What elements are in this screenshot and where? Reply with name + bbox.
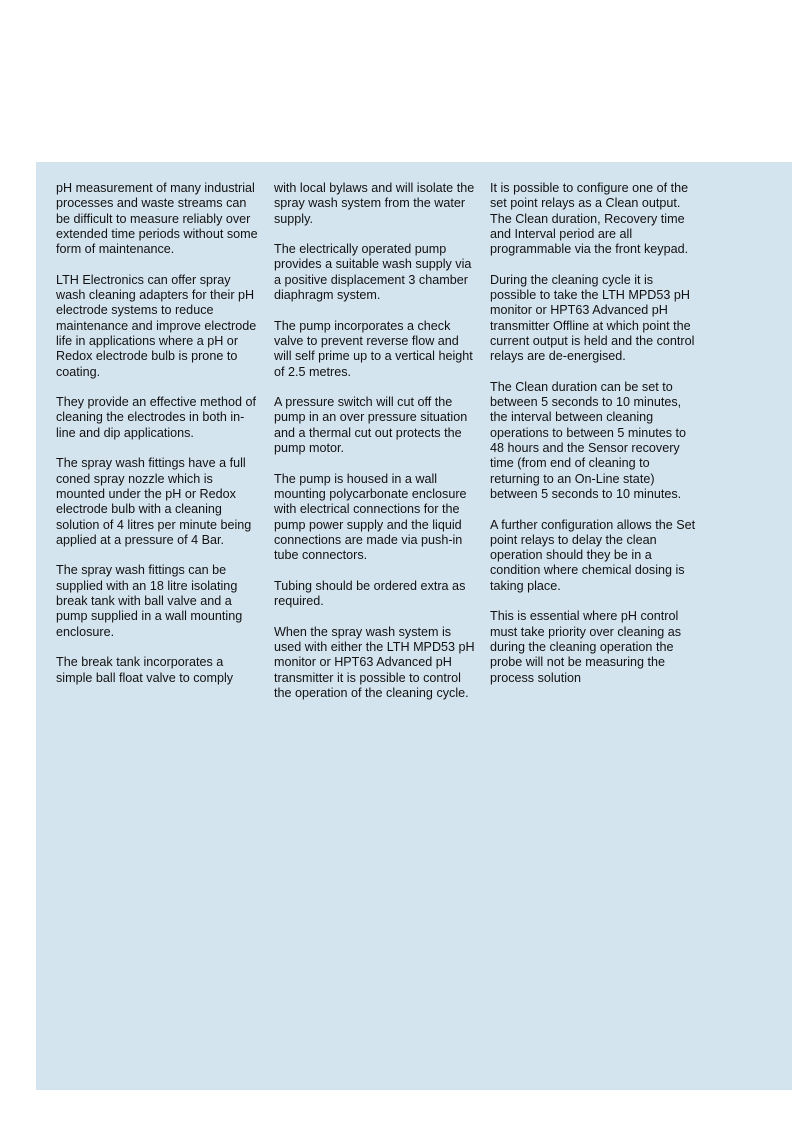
paragraph: with local bylaws and will isolate the spray wash system from the water supply. xyxy=(274,181,475,226)
paragraph: A pressure switch will cut off the pump in an over pressure situation and a thermal cut out protects the pump motor. xyxy=(274,395,468,456)
text-column-2 xyxy=(274,181,479,716)
paragraph: The pump incorporates a check valve to prevent reverse flow and will self prime up to a vertical height of 2.5 metres. xyxy=(274,318,473,379)
paragraph: The electrically operated pump provides a suitable wash supply via a positive displacement 3 chamber diaphragm system. xyxy=(274,242,472,303)
paragraph: The spray wash fittings can be supplied with an 18 litre isolating break tank with ball valve and a pump supplied in a wall mounting enclosure. xyxy=(56,563,243,639)
paragraph: The Clean duration can be set to between 5 seconds to 10 minutes, the interval between cleaning operations to between 5 minutes to 48 hours and the Sensor recovery time (from end of cleaning to returning to an On-Line state) between 5 seconds to 10 minutes. xyxy=(490,379,687,501)
paragraph: During the cleaning cycle it is possible to take the LTH MPD53 pH monitor or HPT63 Advanced pH transmitter Offline at which point the current output is held and the control relays are de-energised. xyxy=(490,272,695,364)
paragraph: The break tank incorporates a simple ball float valve to comply xyxy=(56,655,234,685)
paragraph: It is possible to configure one of the set point relays as a Clean output. The Clean duration, Recovery time and Interval period are all programmable via the front keypad. xyxy=(490,181,689,257)
paragraph: pH measurement of many industrial processes and waste streams can be difficult to measure reliably over extended time periods without some form of maintenance. xyxy=(56,181,258,257)
text-column-1 xyxy=(56,181,261,701)
paragraph: When the spray wash system is used with either the LTH MPD53 pH monitor or HPT63 Advanced pH transmitter it is possible to control the operation of the cleaning cycle. xyxy=(274,624,475,700)
text-column-3 xyxy=(490,181,696,701)
paragraph: They provide an effective method of cleaning the electrodes in both in-line and dip applications. xyxy=(56,395,256,440)
paragraph: The spray wash fittings have a full coned spray nozzle which is mounted under the pH or Redox electrode bulb with a cleaning solution of 4 litres per minute being applied at a pressure of 4 Bar. xyxy=(56,456,252,547)
paragraph: LTH Electronics can offer spray wash cleaning adapters for their pH electrode systems to reduce maintenance and improve electrode life in applications where a pH or Redox electrode bulb is prone to coating. xyxy=(56,272,257,379)
paragraph: The pump is housed in a wall mounting polycarbonate enclosure with electrical connections for the pump power supply and the liquid connections are made via push-in tube connectors. xyxy=(274,471,467,563)
paragraph: This is essential where pH control must take priority over cleaning as during the cleaning operation the probe will not be measuring the process solution xyxy=(490,609,682,685)
paragraph: A further configuration allows the Set point relays to delay the clean operation should they be in a condition where chemical dosing is taking place. xyxy=(490,517,696,593)
paragraph: Tubing should be ordered extra as required. xyxy=(274,578,466,609)
content-panel xyxy=(36,162,792,1090)
